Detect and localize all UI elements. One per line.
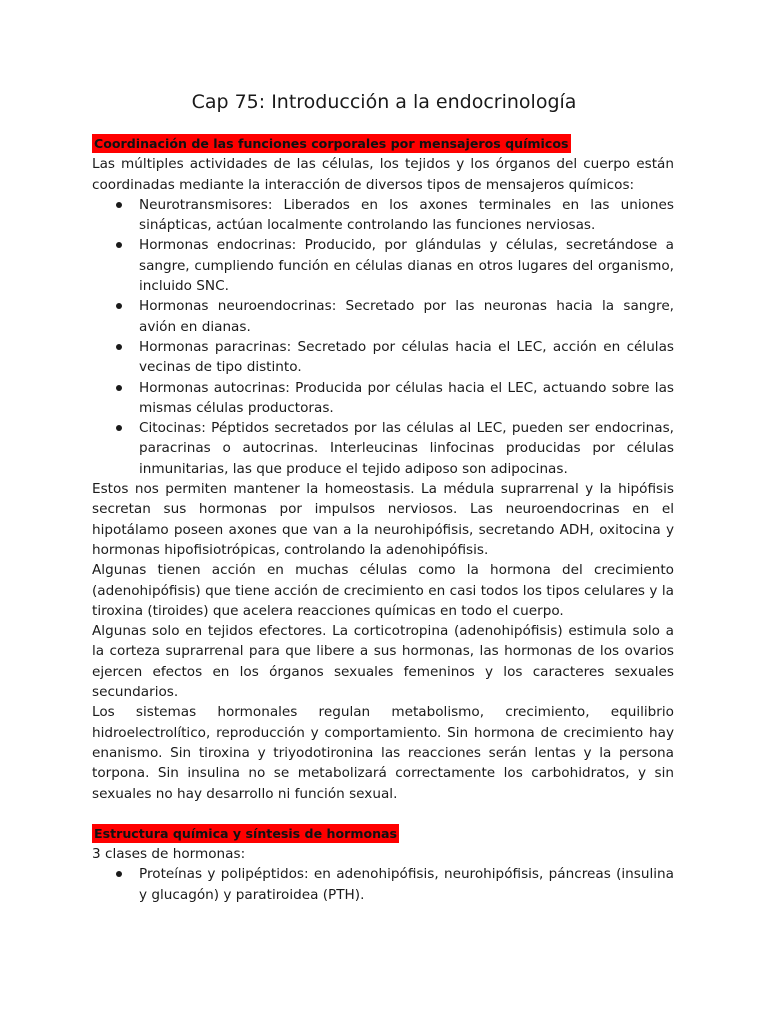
hormone-class-list bbox=[92, 864, 674, 905]
section-structure bbox=[92, 824, 674, 905]
section-heading: Estructura química y síntesis de hormonas bbox=[94, 825, 398, 841]
list-item bbox=[92, 418, 674, 479]
page-title: Cap 75: Introducción a la endocrinología bbox=[191, 91, 577, 113]
body-paragraph: Estos nos permiten mantener la homeostasis. La médula suprarrenal y la hipófisis secretan sus hormonas por impulsos nerviosos. Las neuroendocrinas en el hipotálamo poseen axones que van a la neurohipófisis, secretando ADH, oxitocina y hormonas hipofisiotrópicas, controlando la adenohipófisis. bbox=[92, 481, 674, 558]
section-heading: Coordinación de las funciones corporales por mensajeros químicos bbox=[94, 136, 569, 151]
list-item-text: Citocinas: Péptidos secretados por las células al LEC, pueden ser endocrinas, paracrinas o autocrinas. Interleucinas linfocinas producidas por células inmunitarias, las que produce el tejido adiposo son adipocinas. bbox=[139, 420, 674, 477]
body-paragraph: Algunas tienen acción en muchas células como la hormona del crecimiento (adenohipófisis) que tiene acción de crecimiento en casi todos los tipos celulares y la tiroxina (tiroides) que acelera reacciones químicas en todo el cuerpo. bbox=[92, 562, 674, 619]
list-item bbox=[92, 378, 674, 419]
messenger-list bbox=[92, 195, 674, 479]
intro-paragraph: 3 clases de hormonas: bbox=[92, 846, 246, 863]
list-item-text: Hormonas paracrinas: Secretado por células hacia el LEC, acción en células vecinas de tipo distinto. bbox=[139, 338, 674, 376]
section-spacer bbox=[92, 804, 674, 824]
list-item-text: Hormonas neuroendocrinas: Secretado por las neuronas hacia la sangre, avión en dianas. bbox=[139, 298, 674, 335]
list-item bbox=[92, 235, 674, 296]
bullet-icon bbox=[116, 385, 122, 391]
bullet-icon bbox=[116, 425, 122, 431]
list-item bbox=[92, 864, 674, 905]
list-item-text: Hormonas autocrinas: Producida por células hacia el LEC, actuando sobre las mismas células productoras. bbox=[139, 379, 674, 416]
bullet-icon bbox=[116, 303, 122, 309]
bullet-icon bbox=[116, 871, 122, 877]
body-paragraph: Los sistemas hormonales regulan metabolismo, crecimiento, equilibrio hidroelectrolítico, reproducción y comportamiento. Sin hormona de crecimiento hay enanismo. Sin tiroxina y triyodotironina las reacciones serán lentas y la persona torpona. Sin insulina no se metabolizará correctamente los carbohidratos, y sin sexuales no hay desarrollo ni función sexual. bbox=[92, 704, 674, 802]
bullet-icon bbox=[116, 202, 122, 208]
list-item bbox=[92, 337, 674, 378]
list-item bbox=[92, 296, 674, 337]
list-item-text: Neurotransmisores: Liberados en los axones terminales en las uniones sinápticas, actúan localmente controlando las funciones nerviosas. bbox=[139, 196, 674, 234]
list-item-text: Proteínas y polipéptidos: en adenohipófisis, neurohipófisis, páncreas (insulina y glucagón) y paratiroidea (PTH). bbox=[139, 866, 674, 903]
section-coordination bbox=[92, 134, 674, 804]
list-item-text: Hormonas endocrinas: Producido, por glándulas y células, secretándose a sangre, cumpliendo función en células dianas en otros lugares del organismo, incluido SNC. bbox=[139, 237, 674, 295]
bullet-icon bbox=[116, 344, 122, 350]
list-item bbox=[92, 195, 674, 236]
body-paragraph: Algunas solo en tejidos efectores. La corticotropina (adenohipófisis) estimula solo a la corteza suprarrenal para que libere a sus hormonas, las hormonas de los ovarios ejercen efectos en los órganos sexuales femeninos y los caracteres sexuales secundarios. bbox=[92, 623, 674, 701]
bullet-icon bbox=[116, 242, 122, 248]
document-body bbox=[92, 134, 674, 905]
intro-paragraph: Las múltiples actividades de las células, los tejidos y los órganos del cuerpo están coordinadas mediante la interacción de diversos tipos de mensajeros químicos: bbox=[92, 156, 674, 193]
